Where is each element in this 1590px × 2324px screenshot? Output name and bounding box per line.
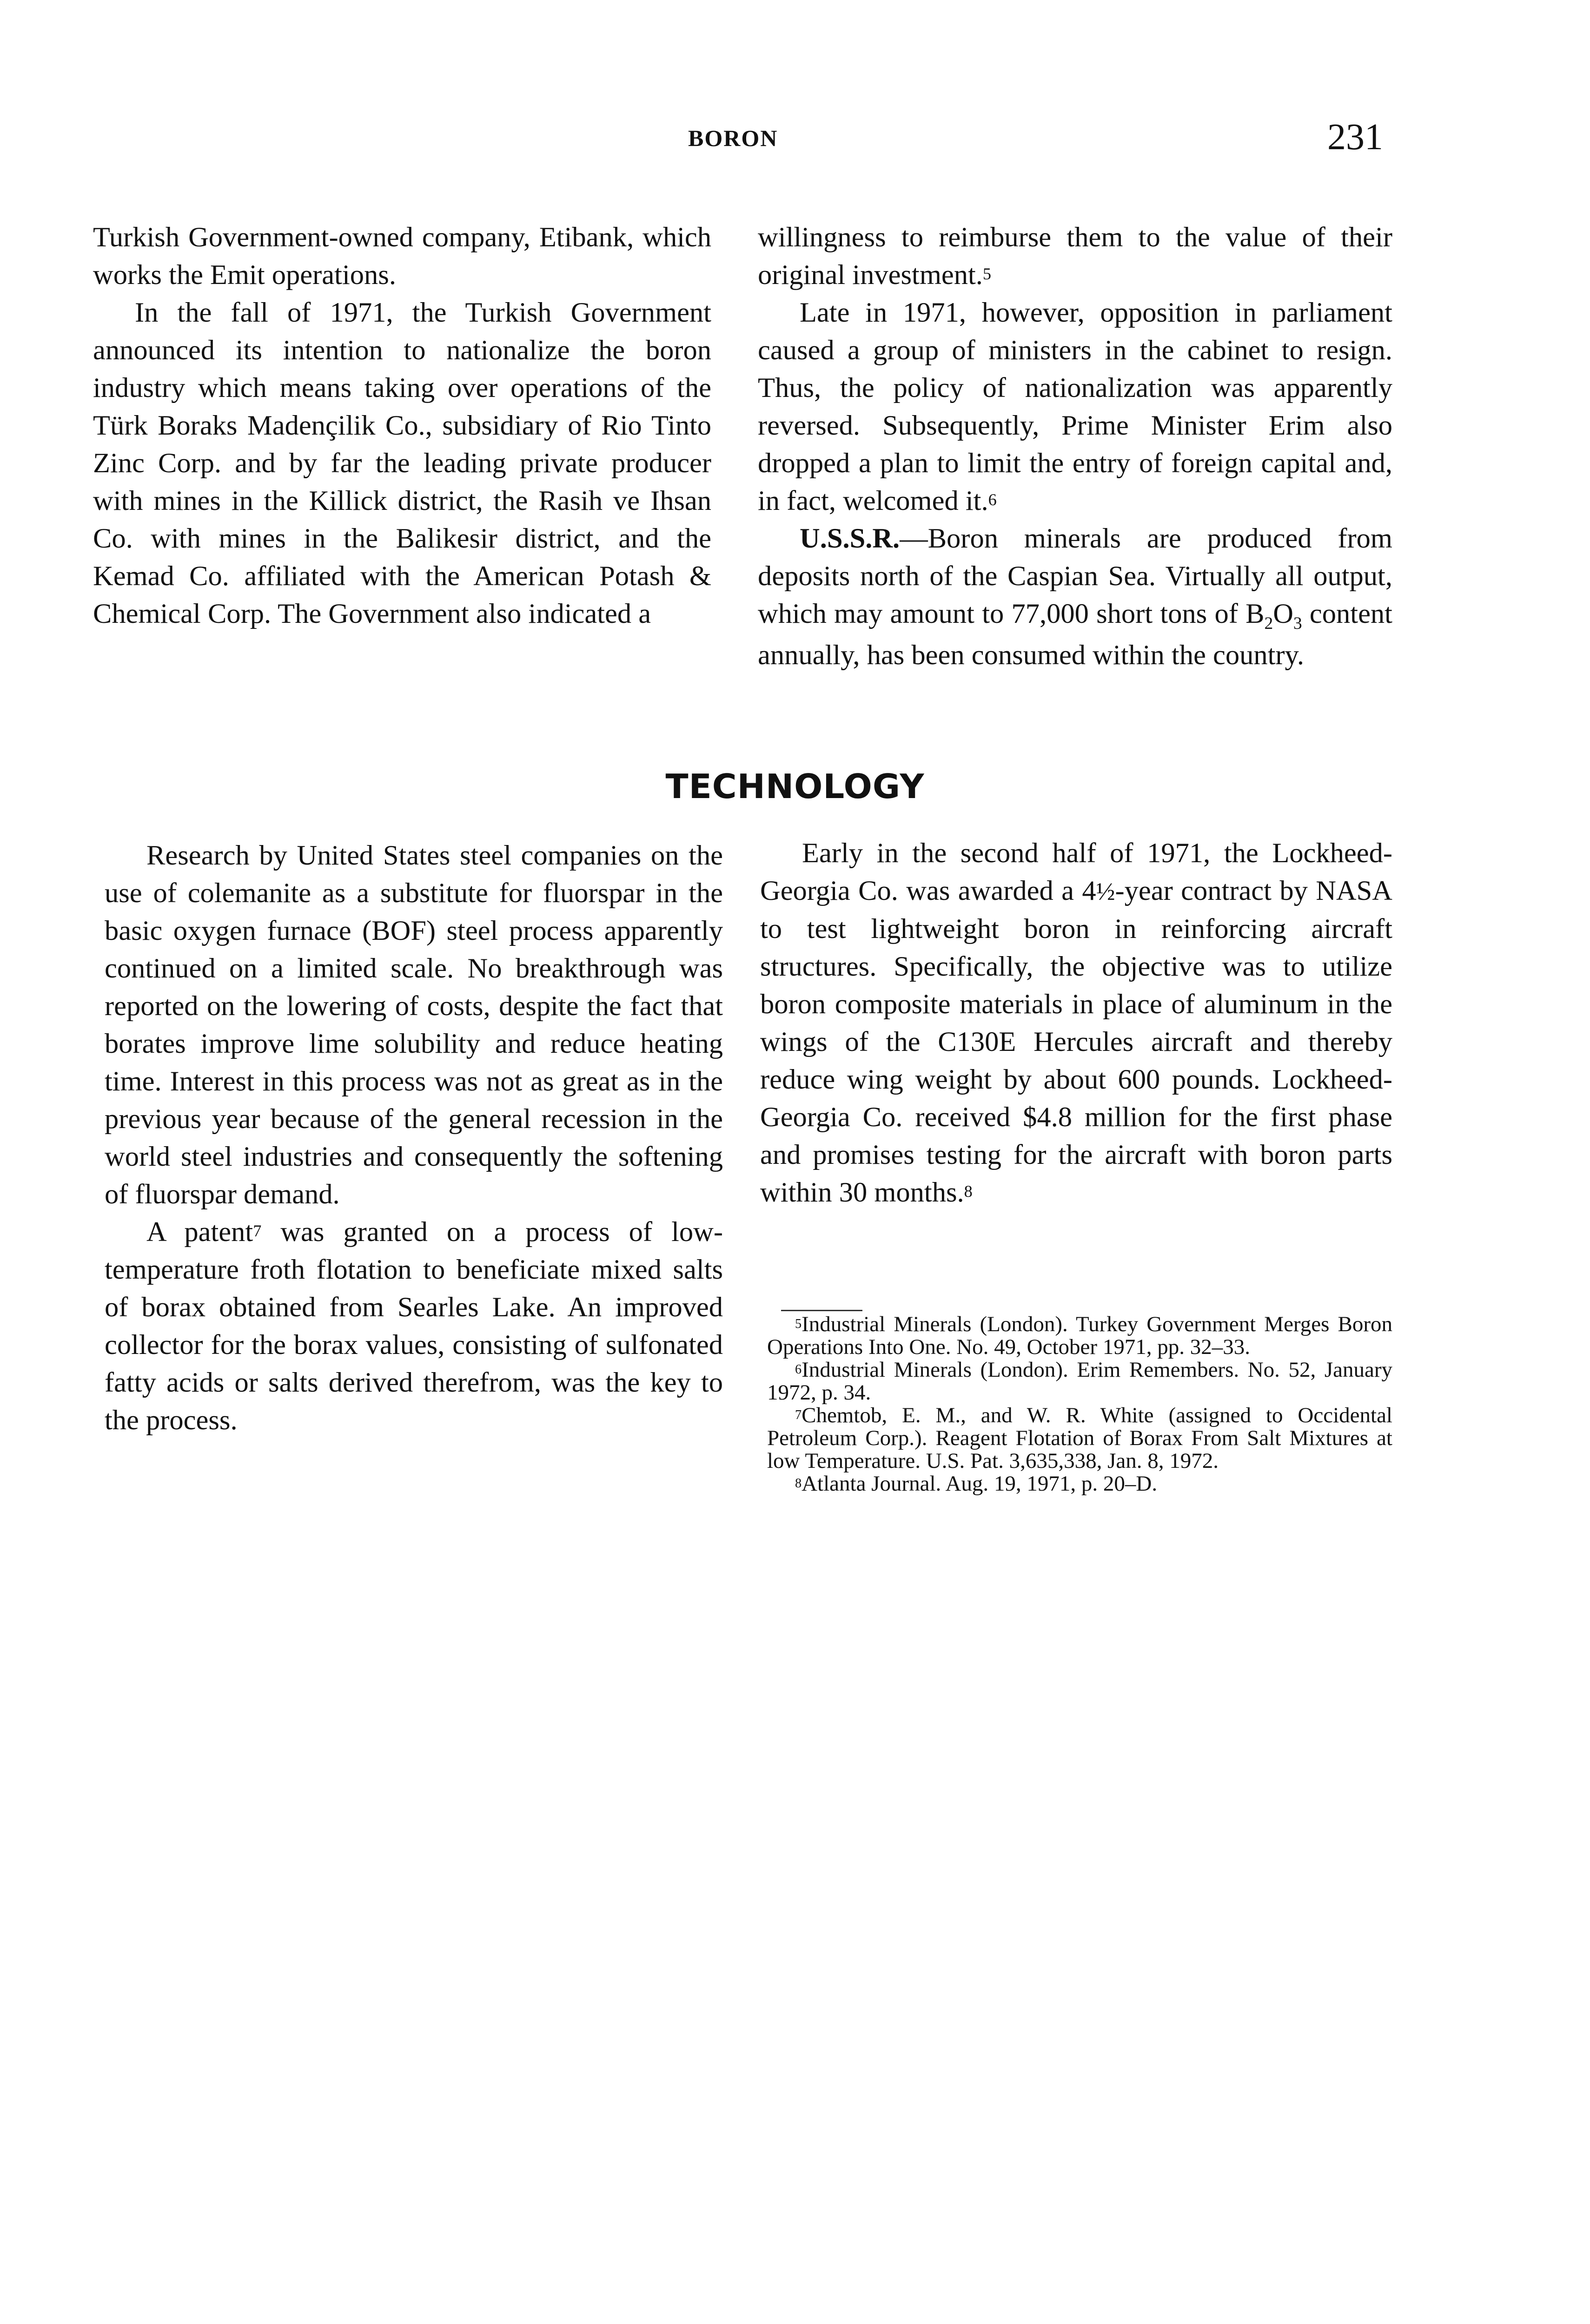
footnote: [767, 1359, 1392, 1404]
page-number: 231: [1327, 117, 1383, 158]
left-column-technology: [105, 837, 723, 1439]
right-column-technology: [760, 834, 1392, 1211]
footnote-ref: 8: [964, 1182, 973, 1201]
paragraph-text: willingness to reimburse them to the value of their original investment.: [758, 222, 1392, 290]
running-head: BORON: [688, 125, 778, 151]
paragraph-text: was granted on a process of low-temperature froth flotation to beneficiate mixed salts of borax obtained from Searles Lake. An improved collector for the borax values, consisting of sulfonated fatty acids or salts derived therefrom, was the key to the process.: [105, 1216, 723, 1436]
country-lead: U.S.S.R.: [800, 523, 900, 554]
paragraph-nationalize: In the fall of 1971, the Turkish Government announced its intention to nationalize the boron industry which means taking over operations of the Türk Boraks Madençilik Co., subsidiary of Rio Tinto Zinc Corp. and by far the leading private producer with mines in the Killick district, the Rasih ve Ihsan Co. with mines in the Balikesir district, and the Kemad Co. affiliated with the American Potash & Chemical Corp. The Government also indicated a: [93, 297, 711, 629]
footnote-ref: 7: [253, 1221, 262, 1241]
paragraph-text: Early in the second half of 1971, the Lockheed-Georgia Co. was awarded a 4: [760, 838, 1392, 906]
paragraph-colemanite: Research by United States steel companies on the use of colemanite as a substitute for fluorspar in the basic oxygen furnace (BOF) steel process apparently continued on a limited scale. No breakthrough was reported on the lowering of costs, despite the fact that borates improve lime solubility and reduce heating time. Interest in this process was not as great as in the previous year because of the general recession in the world steel industries and consequently the softening of fluorspar demand.: [105, 840, 723, 1210]
footnote-mark: 6: [795, 1362, 802, 1377]
footnote: [767, 1313, 1392, 1359]
formula-part: O: [1273, 598, 1293, 629]
footnote-divider: [781, 1310, 862, 1311]
footnote: [767, 1472, 1392, 1495]
paragraph-text: —Boron minerals are produced from deposits north of the Caspian Sea. Virtually all output, which may amount to 77,000 short tons of B: [758, 523, 1392, 629]
paragraph-etibank: Turkish Government-owned company, Etibank, which works the Emit operations.: [93, 222, 711, 290]
paragraph-patent: [105, 1213, 723, 1439]
footnote: [767, 1404, 1392, 1472]
footnote-mark: 7: [795, 1407, 802, 1422]
footnote-text: Industrial Minerals (London). Erim Remembers. No. 52, January 1972, p. 34.: [767, 1358, 1392, 1405]
paragraph-text: A patent: [146, 1216, 253, 1248]
footnote-ref: 5: [982, 264, 992, 284]
footnote-ref: 6: [988, 490, 997, 509]
paragraph-lockheed: [760, 834, 1392, 1211]
footnote-text: Chemtob, E. M., and W. R. White (assigned to Occidental Petroleum Corp.). Reagent Flotation of Borax From Salt Mixtures at low Temperature. U.S. Pat. 3,635,338, Jan. 8, 1972.: [767, 1403, 1392, 1473]
footnote-text: Atlanta Journal. Aug. 19, 1971, p. 20–D.: [802, 1472, 1158, 1496]
footnote-mark: 8: [795, 1476, 802, 1491]
subscript: 3: [1293, 614, 1302, 634]
paragraph-opposition: [758, 294, 1392, 520]
subscript: 2: [1264, 614, 1273, 634]
footnote-text: Industrial Minerals (London). Turkey Government Merges Boron Operations Into One. No. 49, October 1971, pp. 32–33.: [767, 1312, 1392, 1359]
section-heading: TECHNOLOGY: [665, 767, 925, 806]
paragraph-ussr: [758, 520, 1392, 674]
paragraph-text: content annually, has been consumed within the country.: [758, 598, 1392, 671]
right-column-top: [758, 218, 1392, 674]
footnote-mark: 5: [795, 1316, 802, 1331]
paragraph-text: Late in 1971, however, opposition in parliament caused a group of ministers in the cabinet to resign. Thus, the policy of nationalization was apparently reversed. Subsequently, Prime Minister Erim also dropped a plan to limit the entry of foreign capital and, in fact, welcomed it.: [758, 297, 1392, 516]
paragraph-reimburse: [758, 218, 1392, 294]
footnotes: [767, 1313, 1392, 1495]
left-column-top: [93, 218, 711, 633]
fraction: ½: [1096, 877, 1115, 905]
paragraph-text: -year contract by NASA to test lightweight boron in reinforcing aircraft structures. Specifically, the objective was to utilize boron composite materials in place of aluminum in the wings of the C130E Hercules aircraft and thereby reduce wing weight by about 600 pounds. Lockheed-Georgia Co. received $4.8 million for the first phase and promises testing for the aircraft with boron parts within 30 months.: [760, 875, 1392, 1208]
